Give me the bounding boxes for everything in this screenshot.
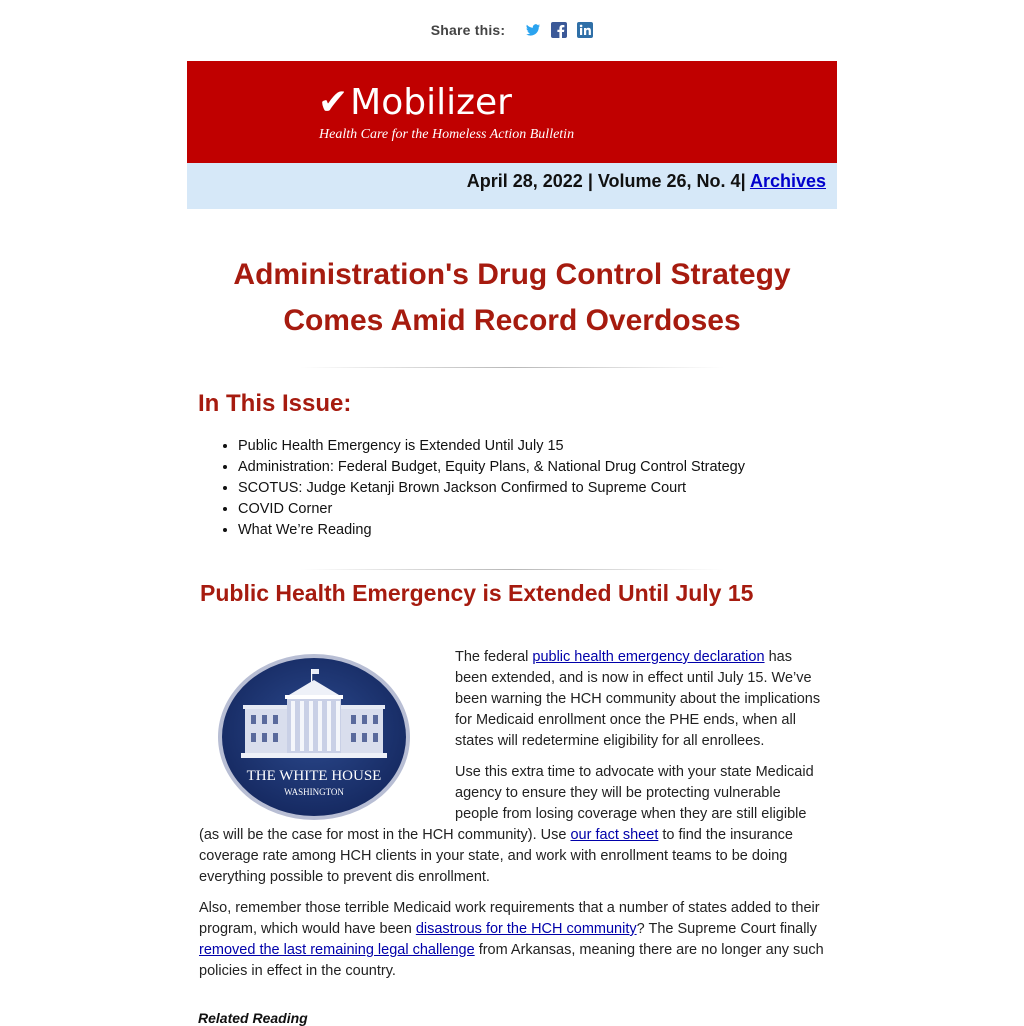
- seal-title: THE WHITE HOUSE: [246, 768, 382, 784]
- archives-link[interactable]: Archives: [749, 171, 826, 191]
- divider: [300, 367, 724, 368]
- toc-item[interactable]: • COVID Corner: [238, 499, 745, 520]
- issue-date: April 28, 2022 | Volume 26, No. 4|: [466, 171, 746, 191]
- toc-item[interactable]: • SCOTUS: Judge Ketanji Brown Jackson Confirmed to Supreme Court: [238, 478, 745, 499]
- brand-tagline: Health Care for the Homeless Action Bulletin: [319, 127, 575, 142]
- page-title-line-2: Comes Amid Record Overdoses: [283, 304, 741, 337]
- fact-sheet-link[interactable]: our fact sheet: [570, 827, 659, 843]
- page-title-line-1: Administration's Drug Control Strategy: [233, 258, 791, 291]
- header-banner: [187, 61, 837, 163]
- toc-item[interactable]: • What We’re Reading: [238, 520, 745, 541]
- brand-logo[interactable]: [318, 83, 512, 123]
- checkmark-icon: ✔: [318, 82, 349, 123]
- paragraph: The federal public health emergency declaration has been extended, and is now in effect until July 15. We’ve been warning the HCH community about the implications for Medicaid enrollment once the PHE ends, when all states will redetermine eligibility for all enrollees.: [455, 649, 821, 749]
- related-reading-heading: Related Reading: [198, 1010, 308, 1026]
- seal-subtitle: WASHINGTON: [284, 787, 344, 797]
- toc-item[interactable]: • Administration: Federal Budget, Equity Plans, & National Drug Control Strategy: [238, 457, 745, 478]
- section-heading: Public Health Emergency is Extended Until July 15: [200, 580, 754, 606]
- share-bar: [0, 18, 1024, 42]
- divider: [300, 569, 724, 570]
- dateline-bar: [187, 163, 837, 209]
- brand-name: Mobilizer: [350, 82, 512, 123]
- white-house-seal-image: [211, 649, 417, 821]
- phe-declaration-link[interactable]: public health emergency declaration: [532, 649, 765, 665]
- article-body: [199, 647, 824, 992]
- legal-challenge-link[interactable]: removed the last remaining legal challenge: [199, 942, 475, 958]
- toc-heading: In This Issue:: [198, 390, 352, 417]
- paragraph: Use this extra time to advocate with your state Medicaid agency to ensure they will be protecting vulnerable people from losing coverage when they are still eligible (as will be the case for most in the HCH community). Use our fact sheet to find the insurance coverage rate among HCH clients in your state, and work with enrollment teams to be doing everything possible to prevent dis enrollment.: [199, 764, 814, 885]
- disastrous-link[interactable]: disastrous for the HCH community: [415, 921, 637, 937]
- toc-list: [198, 436, 745, 541]
- twitter-icon[interactable]: [525, 22, 541, 38]
- facebook-icon[interactable]: [551, 22, 567, 38]
- page-title: [187, 252, 837, 344]
- linkedin-icon[interactable]: [577, 22, 593, 38]
- toc-item[interactable]: • Public Health Emergency is Extended Until July 15: [238, 436, 745, 457]
- share-label: Share this:: [430, 22, 506, 38]
- paragraph: Also, remember those terrible Medicaid work requirements that a number of states added to their program, which would have been disastrous for the HCH community? The Supreme Court finally removed the last remaining legal challenge from Arkansas, meaning there are no longer any such policies in effect in the country.: [199, 900, 824, 979]
